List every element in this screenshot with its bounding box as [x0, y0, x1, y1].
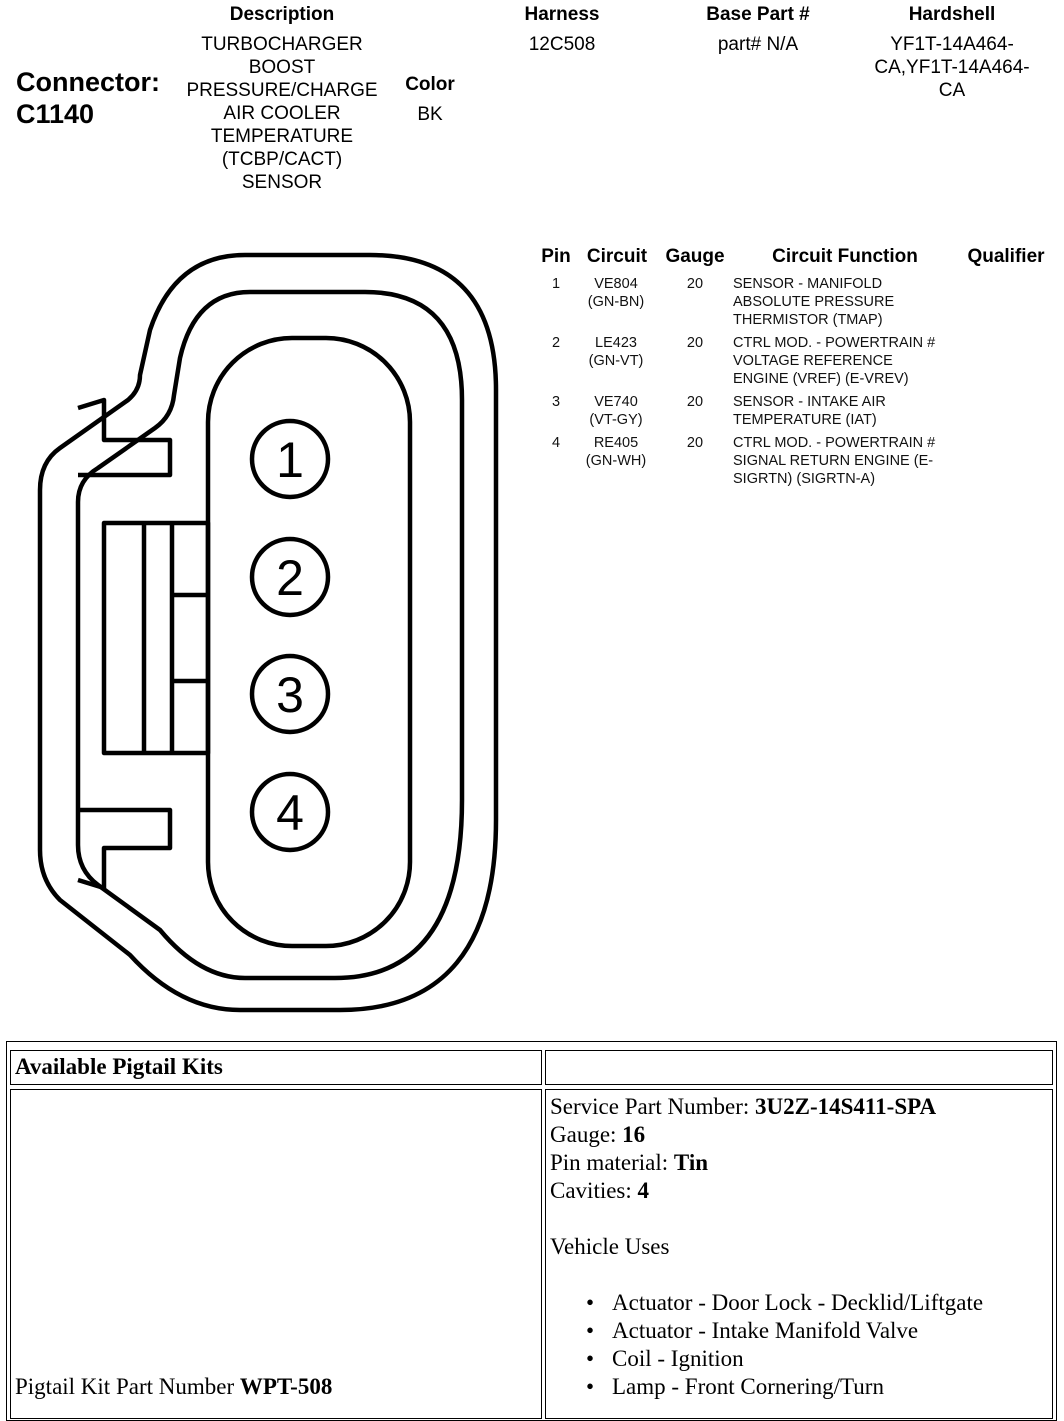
list-item: • Actuator - Intake Manifold Valve [550, 1317, 1050, 1345]
harness-header: Harness [524, 4, 600, 25]
upper-latch-tab [78, 400, 170, 475]
list-item: • Actuator - Door Lock - Decklid/Liftgate [550, 1289, 1050, 1317]
key-slot [104, 523, 208, 753]
vehicle-uses-label: Vehicle Uses [550, 1234, 670, 1259]
row-pin: 2 [551, 335, 561, 351]
row-pin: 1 [551, 276, 561, 292]
row-function: SENSOR - MANIFOLD ABSOLUTE PRESSURE THERMISTOR (TMAP) [733, 276, 895, 328]
cavities-line: Cavities: 4 [550, 1178, 650, 1203]
connector-label: Connector: [16, 67, 160, 97]
col-function-header: Circuit Function [772, 246, 918, 267]
pin-3-label: 3 [276, 667, 304, 723]
pigtail-details [550, 1093, 1050, 1401]
pigtail-kit-label: Pigtail Kit Part Number [15, 1374, 240, 1399]
pigtail-kit-line [15, 1374, 332, 1400]
pin-1-label: 1 [276, 432, 304, 488]
pin-cavity [208, 338, 410, 946]
row-circuit: RE405 (GN-WH) [585, 435, 647, 469]
connector-label-block [16, 66, 160, 130]
row-circuit: LE423 (GN-VT) [588, 335, 644, 369]
service-part-value: 3U2Z-14S411-SPA [755, 1094, 937, 1119]
row-circuit: VE740 (VT-GY) [589, 394, 643, 428]
row-function: SENSOR - INTAKE AIR TEMPERATURE (IAT) [733, 394, 886, 428]
hardshell-value: YF1T-14A464- CA,YF1T-14A464- CA [874, 34, 1030, 101]
gauge-value: 16 [622, 1122, 646, 1147]
base-part-header: Base Part # [706, 4, 810, 25]
row-function: CTRL MOD. - POWERTRAIN # VOLTAGE REFERENCE ENGINE (VREF) (E-VREV) [733, 335, 936, 387]
row-pin: 3 [551, 394, 561, 410]
pigtail-title-cell [10, 1050, 542, 1085]
col-gauge-header: Gauge [665, 246, 725, 267]
color-header: Color [405, 74, 455, 95]
col-circuit-header: Circuit [586, 246, 648, 267]
row-pin: 4 [551, 435, 561, 451]
col-pin-header: Pin [541, 246, 571, 267]
lower-latch-tab [78, 810, 170, 888]
pin-material-line: Pin material: Tin [550, 1150, 709, 1175]
pin-material-value: Tin [673, 1150, 709, 1175]
row-function: CTRL MOD. - POWERTRAIN # SIGNAL RETURN ENGINE (E- SIGRTN) (SIGRTN-A) [733, 435, 936, 487]
list-item: • Lamp - Front Cornering/Turn [550, 1373, 1050, 1401]
pigtail-details-cell [545, 1089, 1053, 1419]
row-gauge: 20 [686, 335, 704, 351]
pigtail-kit-cell [10, 1089, 542, 1419]
gauge-line: Gauge: 16 [550, 1122, 646, 1147]
connector-outer-housing [40, 255, 496, 1010]
base-part-value: part# N/A [717, 34, 799, 55]
hardshell-header: Hardshell [908, 4, 996, 25]
connector-id: C1140 [16, 99, 95, 129]
color-value: BK [417, 104, 443, 125]
pigtail-title-empty-cell [545, 1050, 1053, 1085]
pigtail-title: Available Pigtail Kits [15, 1054, 223, 1079]
col-qualifier-header: Qualifier [967, 246, 1045, 267]
row-circuit: VE804 (GN-BN) [587, 276, 645, 310]
list-item: • Coil - Ignition [550, 1345, 1050, 1373]
harness-value: 12C508 [528, 34, 596, 55]
row-gauge: 20 [686, 435, 704, 451]
row-gauge: 20 [686, 276, 704, 292]
row-gauge: 20 [686, 394, 704, 410]
pin-4-label: 4 [276, 785, 304, 841]
service-part-line: Service Part Number: 3U2Z-14S411-SPA [550, 1094, 937, 1119]
cavities-value: 4 [637, 1178, 650, 1203]
vehicle-uses-list [550, 1289, 1050, 1401]
connector-face-diagram [0, 240, 540, 1030]
description-value: TURBOCHARGER BOOST PRESSURE/CHARGE AIR COOLER TEMPERATURE (TCBP/CACT) SENSOR [186, 34, 378, 193]
pigtail-kit-number: WPT-508 [239, 1374, 333, 1399]
pin-2-label: 2 [276, 550, 304, 606]
description-header: Description [229, 4, 335, 25]
